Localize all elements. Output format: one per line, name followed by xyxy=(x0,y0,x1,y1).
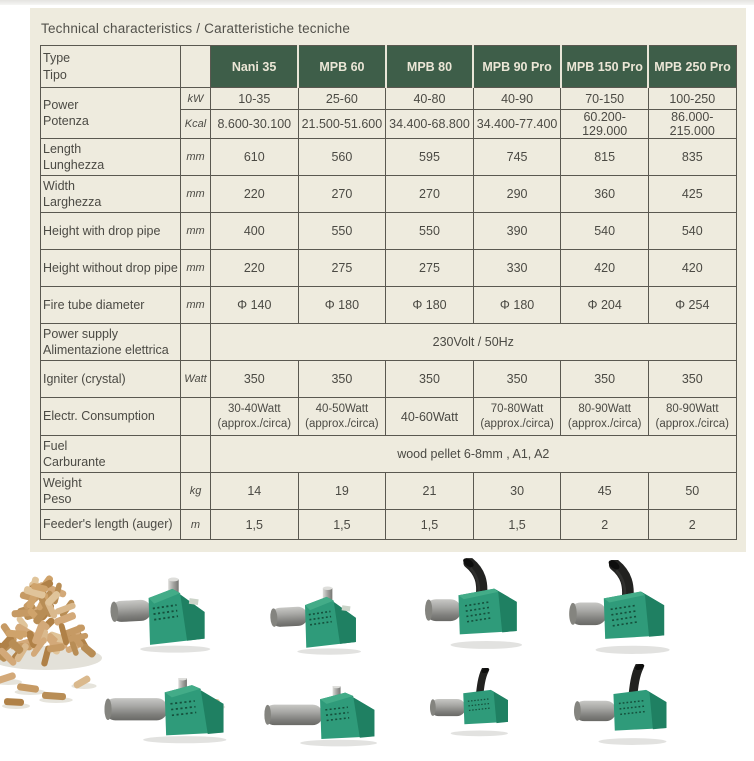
value-cell: 420 xyxy=(561,250,649,287)
row-label: Feeder's length (auger) xyxy=(41,510,181,540)
row-label: Fire tube diameter xyxy=(41,287,181,324)
unit-cell: mm xyxy=(181,213,211,250)
value-cell: 8.600-30.100 xyxy=(211,110,299,139)
value-cell: 40-90 xyxy=(473,88,561,110)
row-label: Length Lunghezza xyxy=(41,139,181,176)
burner-pipe-small-2-image xyxy=(574,664,676,747)
value-cell: Φ 254 xyxy=(648,287,736,324)
unit-header-cell xyxy=(181,46,211,88)
value-cell: Φ 180 xyxy=(473,287,561,324)
value-cell: 1,5 xyxy=(298,510,386,540)
unit-cell: mm xyxy=(181,250,211,287)
burner-cap-long-2-image xyxy=(264,686,384,747)
burner-cap-large-2-image xyxy=(268,586,370,656)
unit-cell xyxy=(181,436,211,473)
burner-pipe-large-2-image xyxy=(568,560,678,656)
value-cell: 100-250 xyxy=(648,88,736,110)
burner-cap-large-1-image xyxy=(108,577,220,654)
value-cell: Φ 180 xyxy=(386,287,474,324)
unit-cell: mm xyxy=(181,139,211,176)
model-header-4: MPB 90 Pro xyxy=(473,46,561,88)
row-label: Weight Peso xyxy=(41,473,181,510)
model-header-3: MPB 80 xyxy=(386,46,474,88)
table-row xyxy=(41,213,737,250)
table-row xyxy=(41,287,737,324)
product-gallery xyxy=(0,552,754,761)
row-label: Power Potenza xyxy=(41,88,181,139)
row-label: Height without drop pipe xyxy=(41,250,181,287)
row-label: Width Larghezza xyxy=(41,176,181,213)
value-cell: 1,5 xyxy=(473,510,561,540)
value-cell: 86.000-215.000 xyxy=(648,110,736,139)
unit-cell: Watt xyxy=(181,361,211,398)
value-cell: 2 xyxy=(648,510,736,540)
value-cell: 21 xyxy=(386,473,474,510)
value-cell: 400 xyxy=(211,213,299,250)
unit-cell xyxy=(181,324,211,361)
spec-table xyxy=(40,45,737,540)
value-cell: 70-80Watt (approx./circa) xyxy=(473,398,561,436)
span-value-cell: 230Volt / 50Hz xyxy=(211,324,737,361)
value-cell: 1,5 xyxy=(211,510,299,540)
value-cell: 835 xyxy=(648,139,736,176)
row-label: Igniter (crystal) xyxy=(41,361,181,398)
value-cell: 270 xyxy=(386,176,474,213)
value-cell: 19 xyxy=(298,473,386,510)
value-cell: Φ 140 xyxy=(211,287,299,324)
span-value-cell: wood pellet 6-8mm , A1, A2 xyxy=(211,436,737,473)
value-cell: 745 xyxy=(473,139,561,176)
unit-cell: kg xyxy=(181,473,211,510)
value-cell: 70-150 xyxy=(561,88,649,110)
value-cell: 10-35 xyxy=(211,88,299,110)
value-cell: 45 xyxy=(561,473,649,510)
value-cell: 40-80 xyxy=(386,88,474,110)
value-cell: 350 xyxy=(473,361,561,398)
value-cell: Φ 204 xyxy=(561,287,649,324)
value-cell: 1,5 xyxy=(386,510,474,540)
table-row xyxy=(41,510,737,540)
value-cell: 540 xyxy=(561,213,649,250)
value-cell: 420 xyxy=(648,250,736,287)
value-cell: 40-60Watt xyxy=(386,398,474,436)
value-cell: 220 xyxy=(211,250,299,287)
burner-cap-long-1-image xyxy=(104,678,234,744)
value-cell: 275 xyxy=(298,250,386,287)
table-row xyxy=(41,398,737,436)
row-label: Electr. Consumption xyxy=(41,398,181,436)
unit-cell: mm xyxy=(181,176,211,213)
value-cell: 550 xyxy=(386,213,474,250)
table-header-row xyxy=(41,46,737,88)
value-cell: 270 xyxy=(298,176,386,213)
value-cell: 290 xyxy=(473,176,561,213)
value-cell: 30 xyxy=(473,473,561,510)
value-cell: 40-50Watt (approx./circa) xyxy=(298,398,386,436)
value-cell: 390 xyxy=(473,213,561,250)
value-cell: 350 xyxy=(386,361,474,398)
unit-cell: m xyxy=(181,510,211,540)
value-cell: 60.200-129.000 xyxy=(561,110,649,139)
spec-panel xyxy=(30,8,746,553)
unit-cell: kW xyxy=(181,88,211,110)
unit-cell xyxy=(181,398,211,436)
unit-cell: mm xyxy=(181,287,211,324)
value-cell: 50 xyxy=(648,473,736,510)
value-cell: 595 xyxy=(386,139,474,176)
burner-pipe-small-1-image xyxy=(430,668,516,738)
burner-pipe-large-1-image xyxy=(424,558,530,651)
value-cell: 14 xyxy=(211,473,299,510)
value-cell: 540 xyxy=(648,213,736,250)
value-cell: 815 xyxy=(561,139,649,176)
type-header-cell: Type Tipo xyxy=(41,46,181,88)
model-header-2: MPB 60 xyxy=(298,46,386,88)
table-row xyxy=(41,250,737,287)
table-row xyxy=(41,324,737,361)
value-cell: 21.500-51.600 xyxy=(298,110,386,139)
panel-title: Technical characteristics / Caratteristiche tecniche xyxy=(41,21,351,36)
value-cell: 80-90Watt (approx./circa) xyxy=(648,398,736,436)
table-row xyxy=(41,139,737,176)
value-cell: 350 xyxy=(298,361,386,398)
row-label: Power supply Alimentazione elettrica xyxy=(41,324,181,361)
table-row xyxy=(41,361,737,398)
value-cell: 330 xyxy=(473,250,561,287)
value-cell: 610 xyxy=(211,139,299,176)
table-row xyxy=(41,436,737,473)
value-cell: 34.400-77.400 xyxy=(473,110,561,139)
table-row xyxy=(41,473,737,510)
value-cell: 275 xyxy=(386,250,474,287)
table-row xyxy=(41,176,737,213)
model-header-6: MPB 250 Pro xyxy=(648,46,736,88)
row-label: Fuel Carburante xyxy=(41,436,181,473)
value-cell: 425 xyxy=(648,176,736,213)
value-cell: 30-40Watt (approx./circa) xyxy=(211,398,299,436)
value-cell: 350 xyxy=(561,361,649,398)
value-cell: 360 xyxy=(561,176,649,213)
table-row xyxy=(41,88,737,110)
unit-cell: Kcal xyxy=(181,110,211,139)
value-cell: 220 xyxy=(211,176,299,213)
model-header-1: Nani 35 xyxy=(211,46,299,88)
value-cell: 550 xyxy=(298,213,386,250)
value-cell: 560 xyxy=(298,139,386,176)
model-header-5: MPB 150 Pro xyxy=(561,46,649,88)
value-cell: 25-60 xyxy=(298,88,386,110)
page-top-strip xyxy=(0,0,754,5)
value-cell: 350 xyxy=(648,361,736,398)
value-cell: 34.400-68.800 xyxy=(386,110,474,139)
value-cell: 80-90Watt (approx./circa) xyxy=(561,398,649,436)
value-cell: 350 xyxy=(211,361,299,398)
row-label: Height with drop pipe xyxy=(41,213,181,250)
value-cell: 2 xyxy=(561,510,649,540)
value-cell: Φ 180 xyxy=(298,287,386,324)
